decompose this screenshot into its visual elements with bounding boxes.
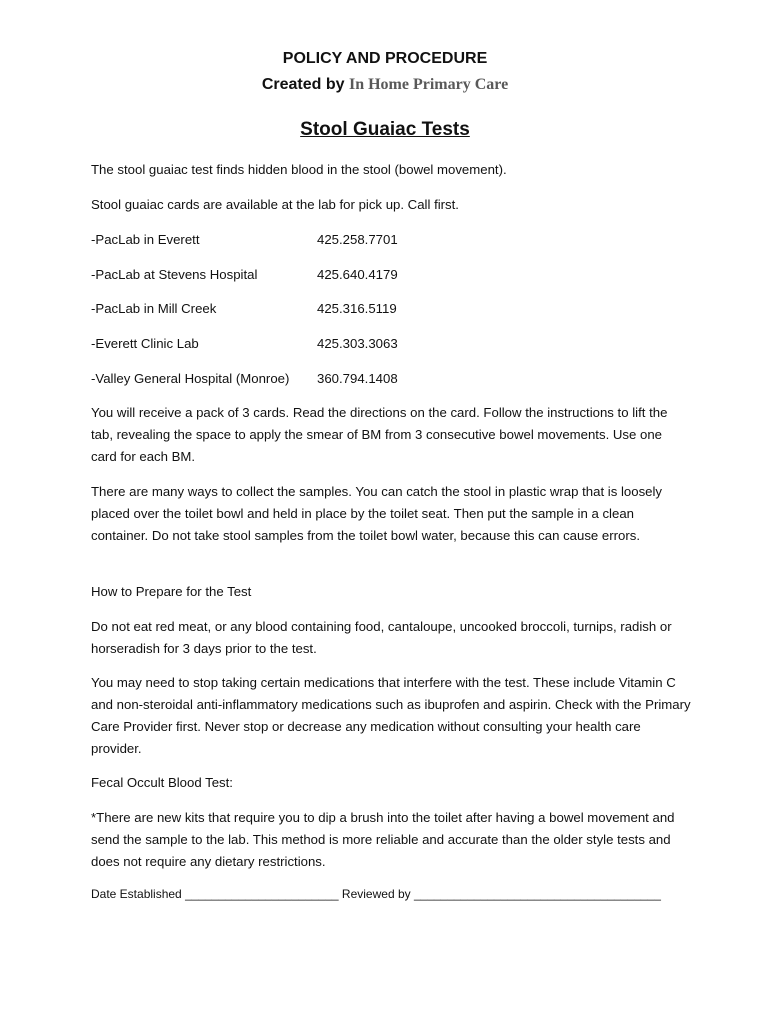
footer-signature-line: [91, 885, 691, 903]
date-established-label: Date Established: [91, 887, 182, 901]
lab-phone: 360.794.1408: [317, 371, 398, 386]
medication-paragraph: You may need to stop taking certain medications that interfere with the test. These include Vitamin C and non-steroidal anti-inflammatory medications such as ibuprofen and aspirin. Check with the Primary Care Provider first. Never stop or decrease any medication without consulting your health care provider.: [91, 675, 691, 756]
created-by-line: [0, 75, 770, 95]
date-established-blank: _______________________: [185, 887, 339, 901]
collect-paragraph: There are many ways to collect the samples. You can catch the stool in plastic wrap that is loosely placed over the toilet bowl and held in place by the toilet seat. Then put the sample in a clean container. Do not take stool samples from the toilet bowl water, because this can cause errors.: [91, 484, 663, 543]
lab-phone: 425.640.4179: [317, 267, 398, 282]
lab-name: -PacLab at Stevens Hospital: [91, 267, 258, 282]
cards-paragraph: You will receive a pack of 3 cards. Read the directions on the card. Follow the instructions to lift the tab, revealing the space to apply the smear of BM from 3 consecutive bowel movements. Use one card for each BM.: [91, 405, 668, 464]
lab-phone: 425.316.5119: [317, 301, 397, 316]
created-by-label: Created by: [261, 76, 345, 93]
fobt-heading: Fecal Occult Blood Test:: [91, 775, 233, 790]
page-title: Stool Guaiac Tests: [300, 119, 470, 140]
organization-name: In Home Primary Care: [348, 76, 509, 93]
lab-name: -PacLab in Everett: [91, 232, 200, 247]
policy-heading: POLICY AND PROCEDURE: [282, 50, 488, 67]
lab-name: -Everett Clinic Lab: [91, 336, 199, 351]
reviewed-by-blank: _____________________________________: [413, 887, 661, 901]
lab-name: -PacLab in Mill Creek: [91, 301, 217, 316]
lab-phone: 425.258.7701: [317, 232, 398, 247]
intro-paragraph: The stool guaiac test finds hidden blood in the stool (bowel movement).: [91, 162, 507, 177]
diet-paragraph: Do not eat red meat, or any blood containing food, cantaloupe, uncooked broccoli, turnips, radish or horseradish for 3 days prior to the test.: [91, 619, 672, 656]
prepare-heading: How to Prepare for the Test: [91, 584, 252, 599]
lab-phone: 425.303.3063: [317, 336, 398, 351]
availability-paragraph: Stool guaiac cards are available at the lab for pick up. Call first.: [91, 197, 459, 212]
reviewed-by-label: Reviewed by: [341, 887, 411, 901]
lab-name: -Valley General Hospital (Monroe): [91, 371, 290, 386]
kits-paragraph: *There are new kits that require you to dip a brush into the toilet after having a bowel movement and send the sample to the lab. This method is more reliable and accurate than the older style tests and does not require any dietary restrictions.: [91, 810, 675, 869]
